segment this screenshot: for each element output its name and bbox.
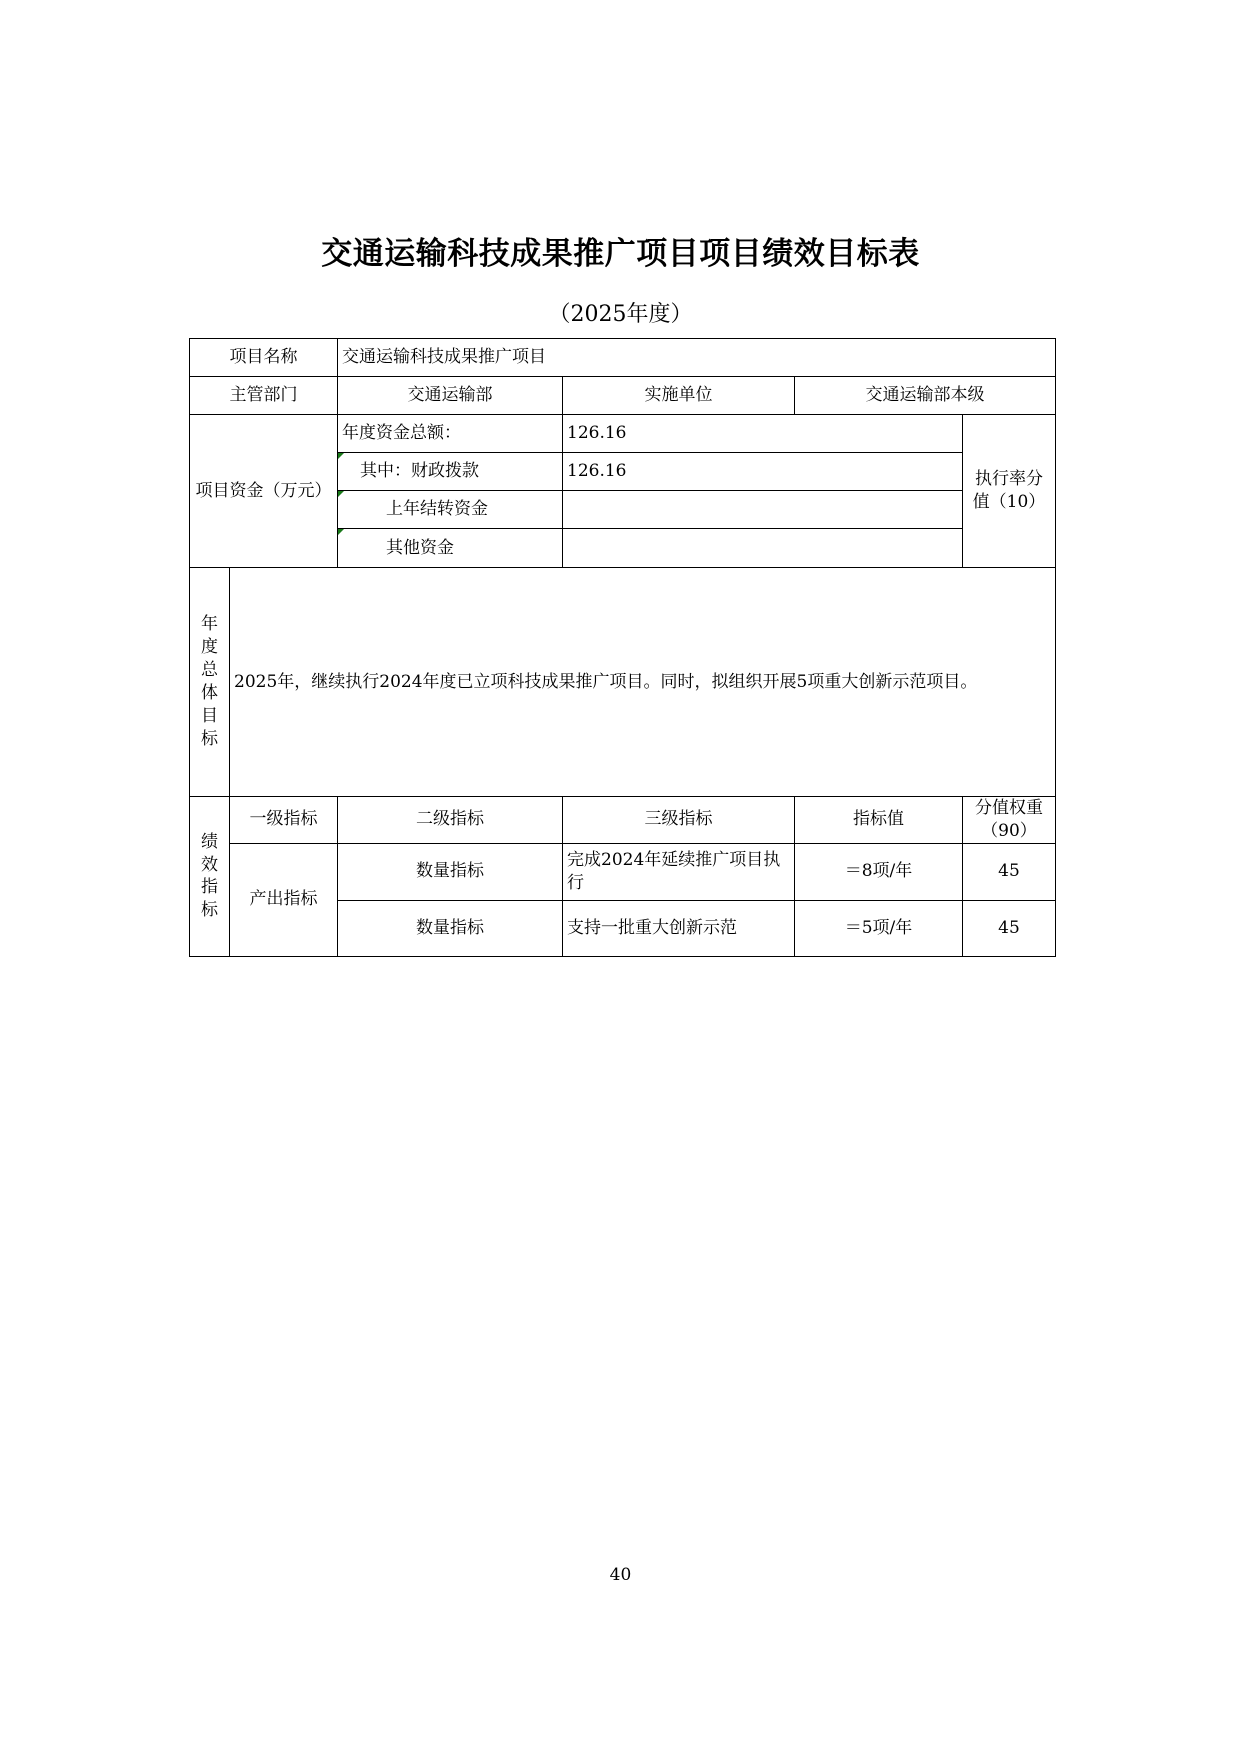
document-subtitle: （2025年度） [548,302,693,327]
indicator-level3: 支持一批重大创新示范 [563,900,795,956]
document-title: 交通运输科技成果推广项目项目绩效目标表 [321,236,920,272]
annual-goal-text: 2025年，继续执行2024年度已立项科技成果推广项目。同时，拟组织开展5项重大创新示范项目。 [230,568,1056,797]
dept-label: 主管部门 [190,377,338,415]
header-level3: 三级指标 [563,797,795,844]
page-number: 40 [609,1565,632,1585]
funds-row-value: 126.16 [563,453,963,491]
project-name-row [190,339,1056,377]
funds-row-label: 其中：财政拨款 [338,453,563,491]
funds-row-label: 年度资金总额： [338,415,563,453]
funds-label: 项目资金（万元） [190,415,338,568]
indicator-level2: 数量指标 [338,843,563,900]
perf-label-text: 绩效指标 [201,831,218,921]
performance-target-table [189,338,1056,957]
header-level1: 一级指标 [230,797,338,844]
header-value: 指标值 [795,797,963,844]
funds-row-label: 其他资金 [338,529,563,568]
header-weight: 分值权重（90） [963,797,1056,844]
unit-value: 交通运输部本级 [795,377,1056,415]
header-level2: 二级指标 [338,797,563,844]
indicator-level3: 完成2024年延续推广项目执行 [563,843,795,900]
annual-goal-row [190,568,1056,797]
unit-label: 实施单位 [563,377,795,415]
perf-label [190,797,230,957]
project-name-value: 交通运输科技成果推广项目 [338,339,1056,377]
level1-output: 产出指标 [230,843,338,956]
project-name-label: 项目名称 [190,339,338,377]
department-row [190,377,1056,415]
exec-rate-label: 执行率分值（10） [963,415,1056,568]
annual-goal-label-text: 年度总体目标 [201,614,218,749]
indicator-header-row [190,797,1056,844]
dept-value: 交通运输部 [338,377,563,415]
funds-row-value [563,529,963,568]
indicator-level2: 数量指标 [338,900,563,956]
funds-row-value [563,491,963,529]
indicator-weight: 45 [963,843,1056,900]
funds-row-total [190,415,1056,453]
indicator-weight: 45 [963,900,1056,956]
indicator-row [190,843,1056,900]
funds-row-label: 上年结转资金 [338,491,563,529]
annual-goal-label [190,568,230,797]
funds-row-value: 126.16 [563,415,963,453]
indicator-value: ＝5项/年 [795,900,963,956]
indicator-value: ＝8项/年 [795,843,963,900]
